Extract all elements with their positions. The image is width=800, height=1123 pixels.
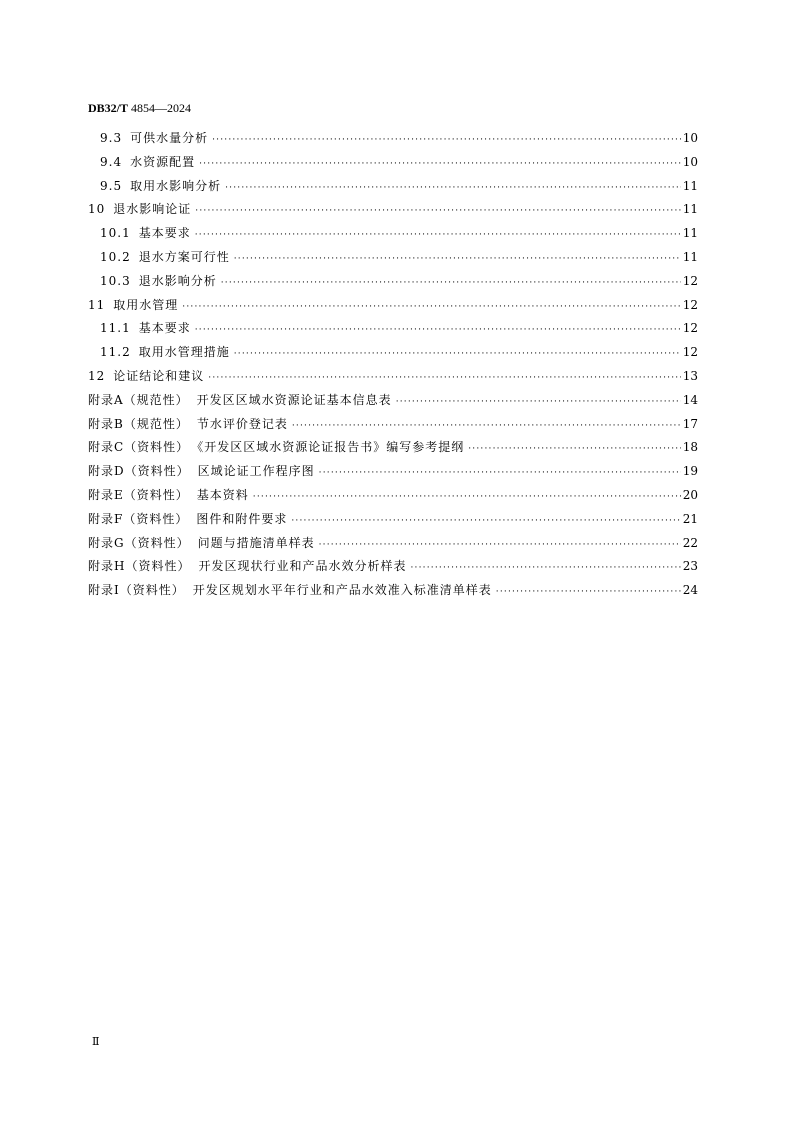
- toc-entry-label: [100, 343, 230, 360]
- toc-entry-number: 11.2: [100, 345, 131, 360]
- toc-leader-dots: [234, 349, 681, 359]
- toc-entry[interactable]: [88, 534, 698, 558]
- toc-entry-label: [100, 177, 221, 194]
- toc-entry-title: 取用水管理: [113, 297, 179, 312]
- toc-leader-dots: [292, 421, 681, 431]
- toc-entry-title: 退水影响论证: [113, 202, 192, 217]
- toc-entry-number: 10.2: [100, 249, 131, 264]
- toc-leader-dots: [195, 206, 680, 216]
- toc-entry-label: [100, 129, 208, 146]
- toc-entry-number: 9.4: [100, 154, 123, 169]
- toc-entry-number: 11: [88, 297, 106, 312]
- toc-entry-number: 10.1: [100, 226, 131, 241]
- toc-entry[interactable]: [88, 129, 698, 153]
- toc-entry-page: 18: [682, 440, 698, 455]
- toc-entry-title: 开发区现状行业和产品水效分析样表: [198, 559, 407, 574]
- toc-entry-page: 10: [682, 131, 698, 145]
- toc-leader-dots: [410, 563, 680, 573]
- toc-entry-label: [88, 510, 287, 527]
- toc-entry-label: [100, 248, 230, 265]
- toc-entry-title: 基本要求: [138, 321, 191, 336]
- toc-entry[interactable]: [88, 367, 698, 391]
- toc-entry-page: 23: [682, 559, 698, 574]
- toc-entry-title: 可供水量分析: [130, 131, 209, 145]
- toc-entry[interactable]: [88, 557, 698, 581]
- toc-entry-title: 论证结论和建议: [113, 368, 205, 383]
- toc-entry-number: 附录H（资料性）: [88, 559, 191, 574]
- toc-entry[interactable]: [88, 153, 698, 177]
- toc-entry-number: 12: [88, 368, 106, 383]
- toc-entry-number: 10: [88, 202, 106, 217]
- toc-entry-number: 附录A（规范性）: [88, 392, 189, 407]
- toc-leader-dots: [195, 230, 681, 240]
- toc-entry[interactable]: [88, 248, 698, 272]
- toc-entry-number: 10.3: [100, 273, 131, 288]
- toc-entry-label: [88, 296, 178, 313]
- toc-entry-title: 节水评价登记表: [196, 416, 288, 431]
- toc-entry-label: [100, 319, 191, 336]
- toc-leader-dots: [253, 492, 681, 502]
- toc-entry-page: 22: [682, 535, 698, 550]
- toc-entry[interactable]: [88, 391, 698, 415]
- toc-entry-page: 21: [682, 511, 698, 526]
- toc-entry-page: 11: [682, 249, 698, 264]
- toc-leader-dots: [208, 373, 680, 383]
- toc-leader-dots: [234, 254, 681, 264]
- toc-entry-label: [88, 581, 492, 598]
- toc-leader-dots: [319, 468, 681, 478]
- toc-entry-page: 11: [682, 178, 698, 193]
- toc-entry-title: 取用水管理措施: [138, 345, 230, 360]
- page-number: Ⅱ: [92, 1035, 100, 1048]
- toc-entry-page: 11: [682, 226, 698, 241]
- toc-entry[interactable]: [88, 343, 698, 367]
- toc-entry-number: 附录F（资料性）: [88, 511, 189, 526]
- toc-entry-title: 基本资料: [196, 487, 249, 502]
- toc-entry[interactable]: [88, 200, 698, 224]
- document-code: [88, 101, 191, 116]
- standard-number: 4854—2024: [131, 101, 192, 115]
- toc-entry-label: [88, 200, 191, 217]
- toc-entry-page: 11: [682, 202, 698, 217]
- toc-entry-title: 区域论证工作程序图: [197, 464, 315, 479]
- toc-entry-title: 开发区区域水资源论证基本信息表: [196, 392, 392, 407]
- toc-entry-title: 水资源配置: [130, 154, 196, 169]
- toc-entry-page: 12: [682, 321, 698, 336]
- toc-entry-page: 24: [682, 583, 698, 598]
- toc-entry[interactable]: [88, 581, 698, 605]
- toc-entry[interactable]: [88, 438, 698, 462]
- table-of-contents: [88, 129, 698, 605]
- toc-entry-number: 附录I（资料性）: [88, 583, 185, 598]
- toc-entry-number: 9.5: [100, 178, 123, 193]
- toc-entry-number: 附录B（规范性）: [88, 416, 189, 431]
- toc-entry-number: 附录G（资料性）: [88, 535, 190, 550]
- toc-leader-dots: [212, 135, 681, 145]
- toc-leader-dots: [199, 159, 681, 169]
- toc-entry[interactable]: [88, 510, 698, 534]
- toc-entry-label: [88, 438, 464, 455]
- toc-entry[interactable]: [88, 415, 698, 439]
- toc-entry-number: 附录E（资料性）: [88, 487, 189, 502]
- toc-leader-dots: [319, 540, 681, 550]
- toc-leader-dots: [496, 587, 681, 597]
- toc-entry-title: 退水影响分析: [138, 273, 217, 288]
- toc-entry-page: 12: [682, 345, 698, 360]
- toc-entry-label: [88, 486, 249, 503]
- toc-entry-number: 附录D（资料性）: [88, 464, 190, 479]
- toc-entry-page: 19: [682, 464, 698, 479]
- toc-entry[interactable]: [88, 319, 698, 343]
- toc-leader-dots: [195, 325, 681, 335]
- toc-entry-label: [88, 557, 406, 574]
- toc-entry-title: 基本要求: [138, 226, 191, 241]
- toc-entry-number: 附录C（资料性）: [88, 440, 190, 455]
- toc-entry-label: [88, 415, 288, 432]
- toc-entry-label: [88, 534, 315, 551]
- toc-entry-number: 11.1: [100, 321, 131, 336]
- toc-entry[interactable]: [88, 486, 698, 510]
- toc-entry-label: [88, 391, 392, 408]
- standard-prefix: DB32/T: [88, 101, 129, 115]
- toc-entry-number: 9.3: [100, 131, 123, 145]
- toc-entry[interactable]: [88, 296, 698, 320]
- toc-entry-page: 10: [682, 154, 698, 169]
- toc-entry-page: 17: [682, 416, 698, 431]
- toc-entry-title: 开发区规划水平年行业和产品水效准入标准清单样表: [192, 583, 492, 598]
- toc-entry-page: 20: [682, 487, 698, 502]
- toc-leader-dots: [291, 516, 680, 526]
- toc-leader-dots: [225, 183, 681, 193]
- toc-entry-page: 12: [682, 273, 698, 288]
- toc-entry-page: 13: [682, 368, 698, 383]
- toc-leader-dots: [182, 302, 680, 312]
- toc-entry[interactable]: [88, 462, 698, 486]
- toc-entry-page: 14: [682, 392, 698, 407]
- toc-entry-label: [88, 367, 204, 384]
- toc-entry-title: 取用水影响分析: [130, 178, 222, 193]
- toc-entry[interactable]: [88, 224, 698, 248]
- toc-entry-label: [100, 153, 195, 170]
- toc-leader-dots: [221, 278, 681, 288]
- toc-entry-label: [88, 462, 315, 479]
- toc-entry-title: 问题与措施清单样表: [197, 535, 315, 550]
- toc-entry-label: [100, 224, 191, 241]
- toc-entry-title: 退水方案可行性: [138, 249, 230, 264]
- toc-entry-label: [100, 272, 217, 289]
- toc-entry-page: 12: [682, 297, 698, 312]
- toc-leader-dots: [396, 397, 681, 407]
- toc-leader-dots: [468, 444, 681, 454]
- toc-entry-title: 图件和附件要求: [196, 511, 288, 526]
- toc-entry-title: 《开发区区域水资源论证报告书》编写参考提纲: [197, 440, 465, 455]
- toc-entry[interactable]: [88, 177, 698, 201]
- toc-entry[interactable]: [88, 272, 698, 296]
